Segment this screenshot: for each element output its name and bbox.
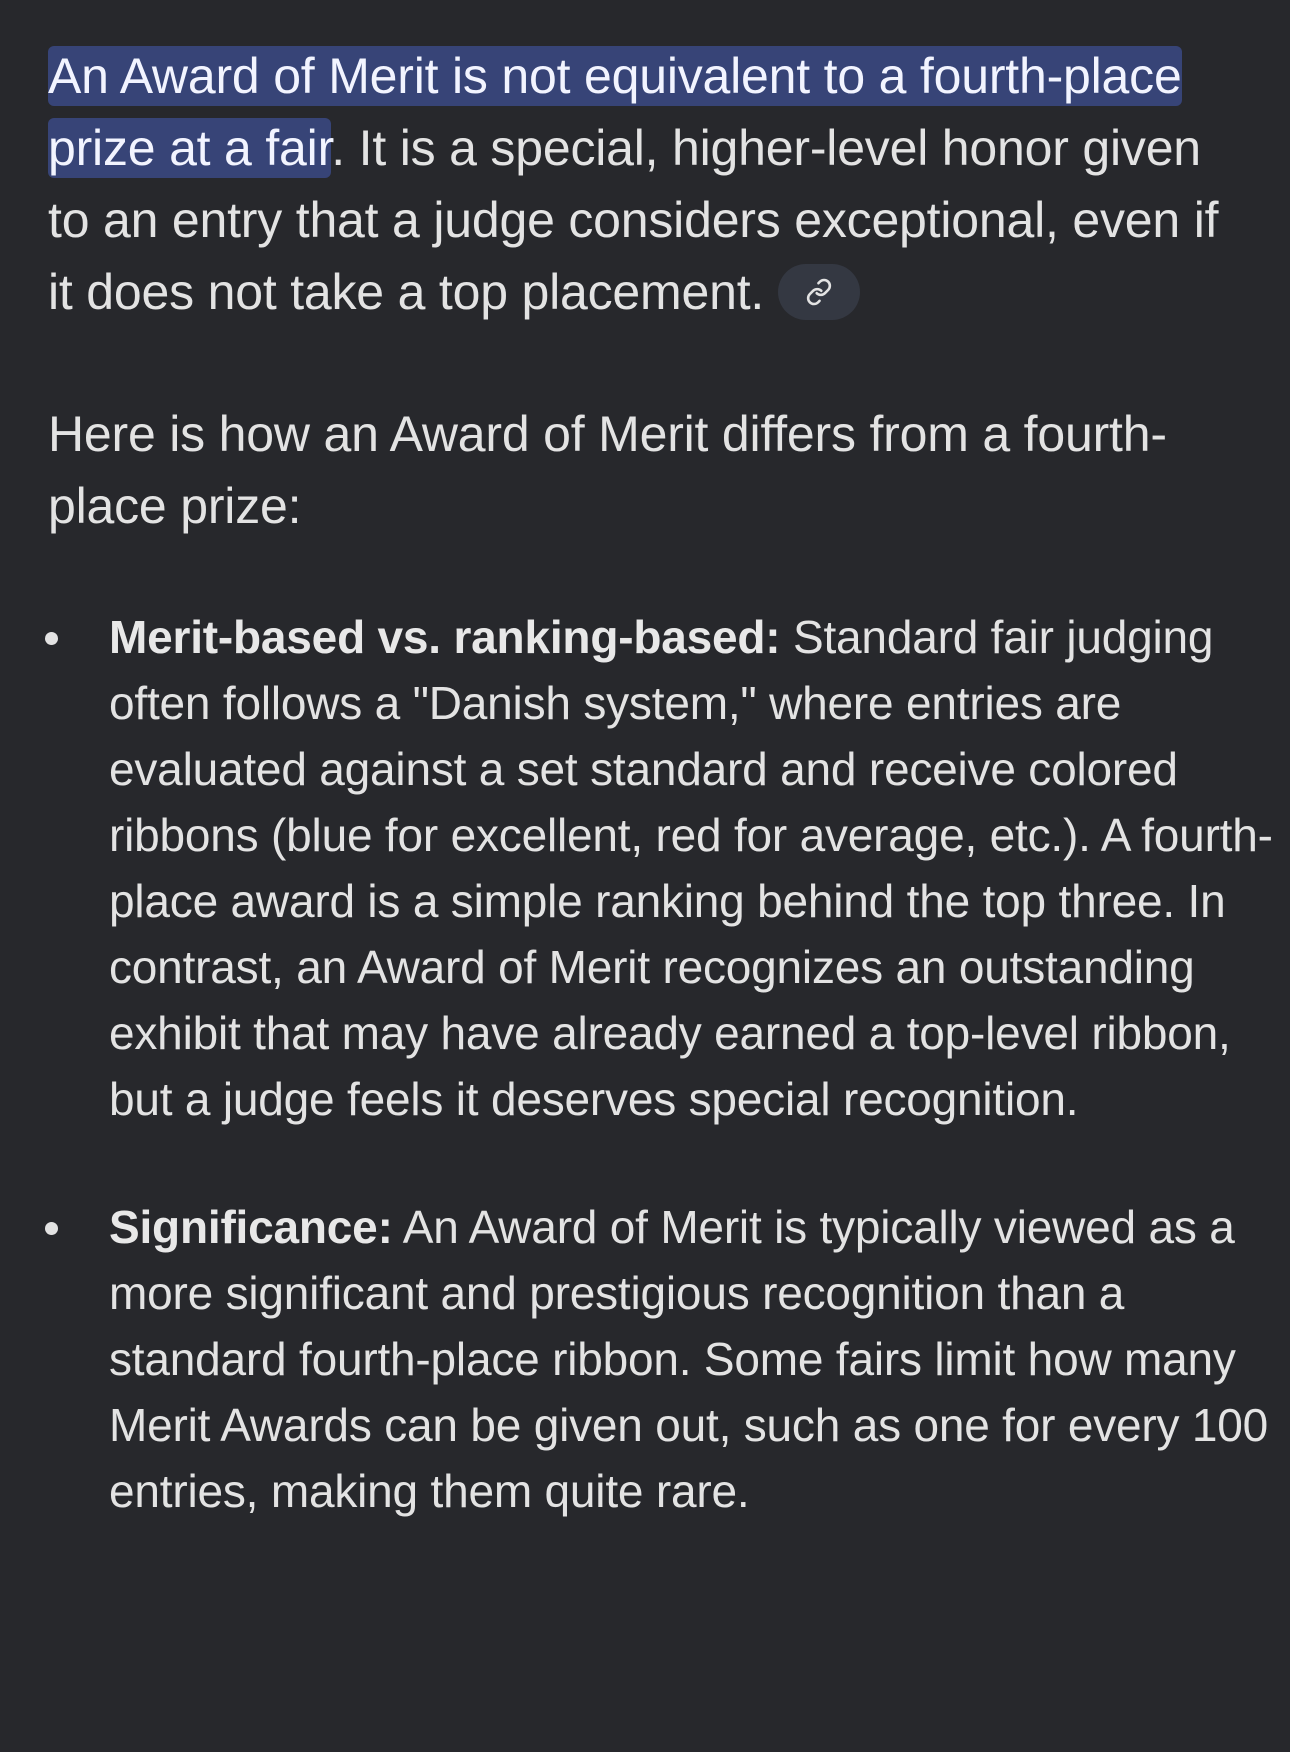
link-icon	[805, 278, 833, 306]
list-item-text: Standard fair judging often follows a "Danish system," where entries are evaluated against a set standard and receive colored ribbons (blue for excellent, red for average, etc.). A fourth-place award is a simple ranking behind the top three. In contrast, an Award of Merit recognizes an outstanding exhibit that may have already earned a top-level ribbon, but a judge feels it deserves special recognition.	[109, 611, 1273, 1125]
intro-paragraph: Here is how an Award of Merit differs from a fourth-place prize:	[48, 406, 1167, 534]
answer-paragraph	[48, 40, 1248, 328]
list-item-label: Significance:	[109, 1201, 393, 1253]
list-item-text: An Award of Merit is typically viewed as a more significant and prestigious recognition than a standard fourth-place ribbon. Some fairs limit how many Merit Awards can be given out, such as one for every 100 entries, making them quite rare.	[109, 1201, 1269, 1517]
bullet-icon	[45, 1222, 58, 1235]
bullet-icon	[45, 632, 58, 645]
list-item	[48, 604, 1289, 1132]
response-content	[48, 40, 1273, 1586]
source-link-button[interactable]	[778, 264, 860, 320]
answer-text: . It is a special, higher-level honor given to an entry that a judge considers exceptional, even if it does not take a top placement.	[48, 120, 1219, 320]
highlighted-answer[interactable]: An Award of Merit is not equivalent to a fourth-place prize at a fair	[48, 48, 1182, 176]
comparison-list	[48, 604, 1273, 1524]
list-item	[48, 1194, 1289, 1524]
list-item-label: Merit-based vs. ranking-based:	[109, 611, 781, 663]
